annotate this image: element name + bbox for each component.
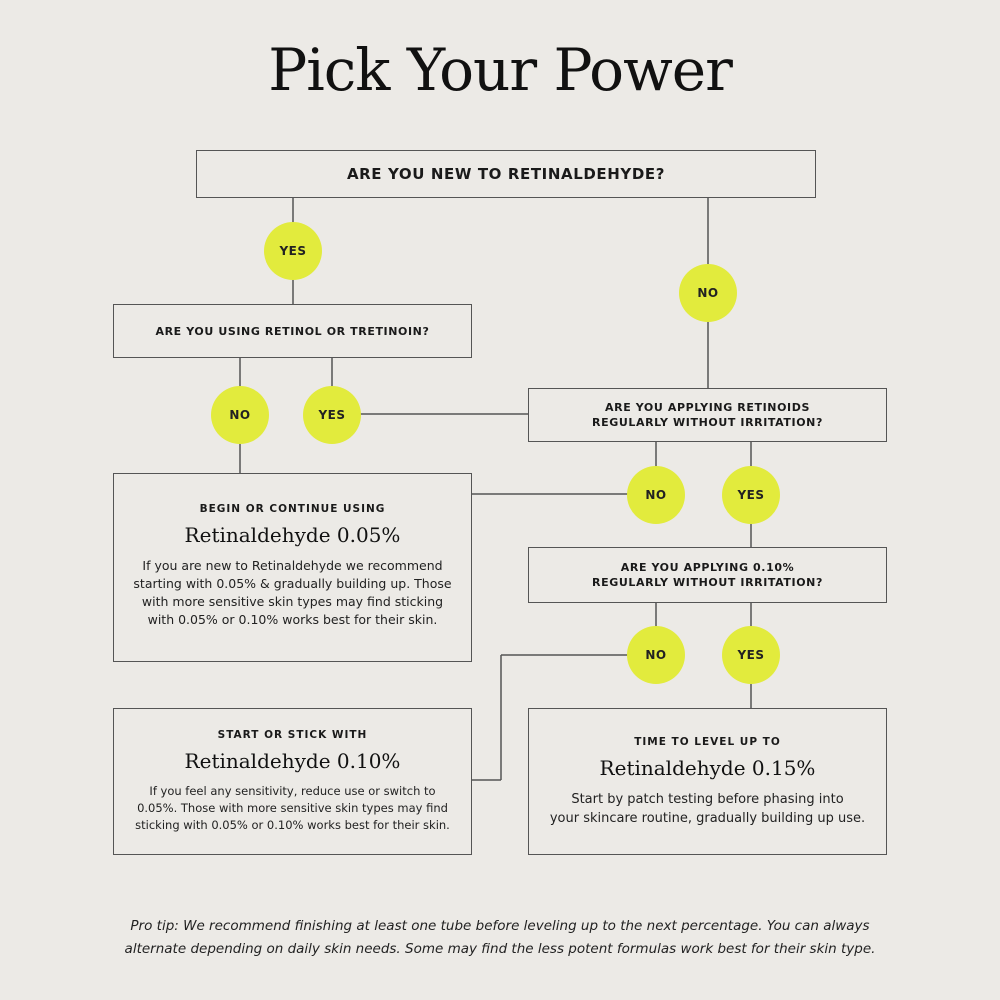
- result-product-name: Retinaldehyde 0.15%: [599, 755, 816, 780]
- result-product-name: Retinaldehyde 0.10%: [184, 749, 401, 773]
- question-text: ARE YOU NEW TO RETINALDEHYDE?: [346, 165, 666, 183]
- question-using-retinol-or-tretinoin: [113, 304, 472, 358]
- question-applying-retinoids-regularly: [528, 388, 887, 442]
- answer-no-badge: NO: [627, 466, 685, 524]
- result-kicker: TIME TO LEVEL UP TO: [634, 735, 781, 748]
- question-text-line1: ARE YOU APPLYING 0.10%: [620, 561, 795, 574]
- result-kicker: BEGIN OR CONTINUE USING: [199, 502, 386, 515]
- pro-tip-line2: alternate depending on daily skin needs. Some may find the less potent formulas work best for their skin type.: [124, 941, 876, 957]
- pro-tip: [60, 915, 940, 961]
- answer-no-badge: NO: [211, 386, 269, 444]
- result-product-name: Retinaldehyde 0.05%: [184, 522, 401, 547]
- result-retinaldehyde-010: [113, 708, 472, 855]
- result-retinaldehyde-015: [528, 708, 887, 855]
- page-title: Pick Your Power: [268, 36, 732, 104]
- result-description: If you feel any sensitivity, reduce use or switch to 0.05%. Those with more sensitive skin types may find sticking with 0.05% or 0.10% works best for their skin.: [135, 784, 450, 832]
- answer-no-badge: NO: [679, 264, 737, 322]
- question-new-to-retinaldehyde: [196, 150, 816, 198]
- answer-no-badge: NO: [627, 626, 685, 684]
- question-text-line1: ARE YOU APPLYING RETINOIDS: [605, 401, 810, 414]
- question-applying-010-regularly: [528, 547, 887, 603]
- pro-tip-line1: Pro tip: We recommend finishing at least one tube before leveling up to the next percentage. You can always: [130, 918, 870, 934]
- answer-yes-badge: YES: [264, 222, 322, 280]
- result-description: Start by patch testing before phasing into your skincare routine, gradually building up use.: [549, 791, 866, 826]
- answer-yes-badge: YES: [722, 466, 780, 524]
- result-kicker: START OR STICK WITH: [217, 729, 368, 741]
- answer-yes-badge: YES: [303, 386, 361, 444]
- question-text-line2: REGULARLY WITHOUT IRRITATION?: [592, 576, 823, 589]
- answer-yes-badge: YES: [722, 626, 780, 684]
- question-text-line2: REGULARLY WITHOUT IRRITATION?: [592, 416, 823, 429]
- result-description: If you are new to Retinaldehyde we recommend starting with 0.05% & gradually building up. Those with more sensitive skin types may find sticking with 0.05% or 0.10% works best for their skin.: [133, 557, 452, 627]
- result-retinaldehyde-005: [113, 473, 472, 662]
- question-text: ARE YOU USING RETINOL OR TRETINOIN?: [155, 324, 430, 338]
